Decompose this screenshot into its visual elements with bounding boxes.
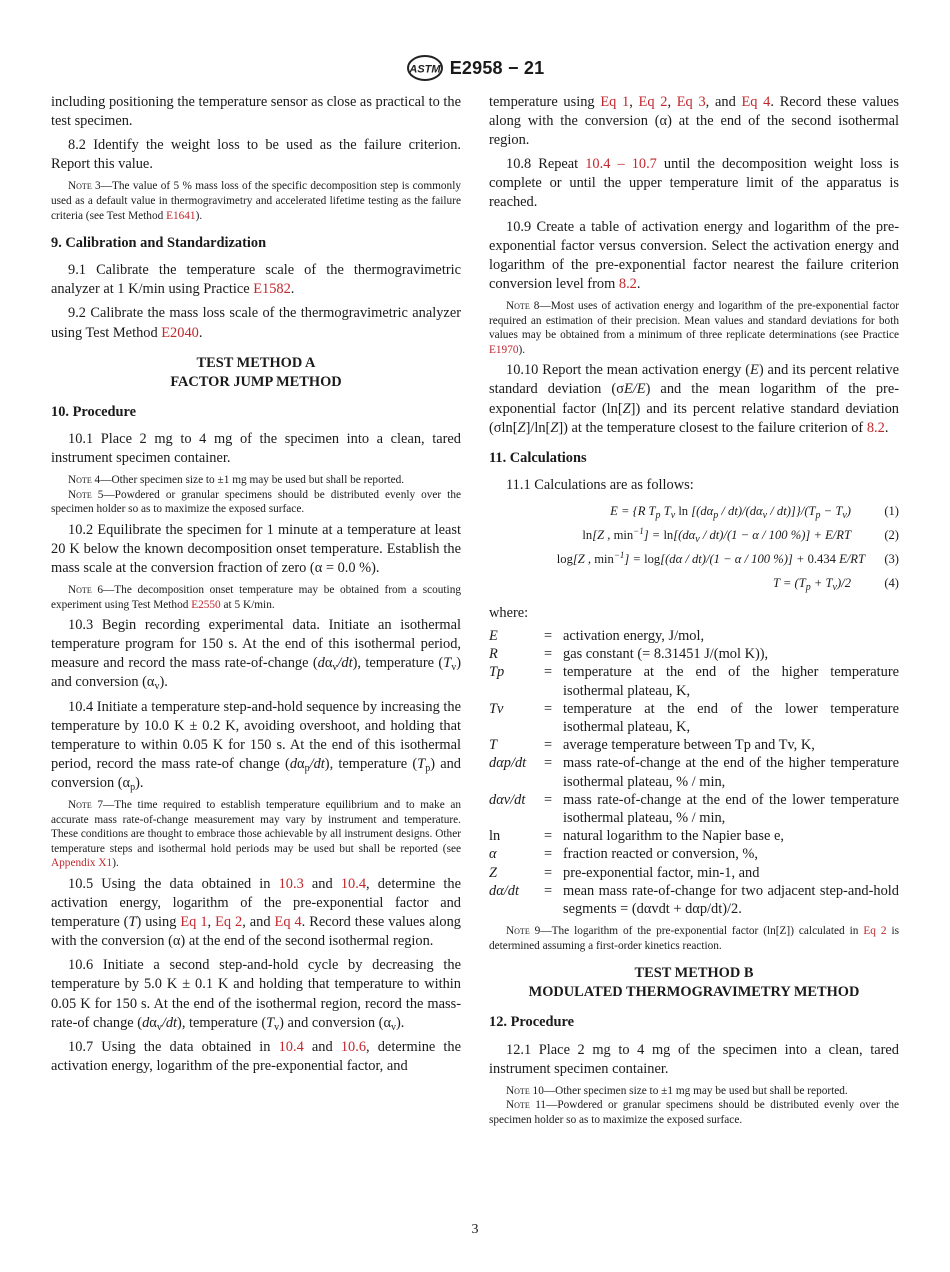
link-10-6[interactable]: 10.6 xyxy=(340,1038,367,1055)
paragraph-continuation-right: temperature using Eq 1, Eq 2, Eq 3, and Eq 4. Record these values along with the conversion (α) at the end of the second isothermal region. xyxy=(489,94,900,149)
paragraph-10-1: 10.1 Place 2 mg to 4 mg of the specimen into a clean, tared instrument specimen container. xyxy=(51,430,461,466)
test-method-b-heading: TEST METHOD B MODULATED THERMOGRAVIMETRY METHOD xyxy=(528,965,860,1001)
link-eq-1[interactable]: Eq 1 xyxy=(180,914,208,931)
note-7: Note 7—The time required to establish temperature equilibrium and to make an accurate mass rate-of-change measurement may vary by instrument and temperature. These conditions are thought to embrace those achievable by all instrument designs. Other temperature steps and isothermal hold periods may be used but shall be reported (see Appendix X1). xyxy=(51,799,461,870)
header-brand xyxy=(406,54,545,82)
paragraph-10-7: 10.7 Using the data obtained in 10.4 and 10.6, determine the activation energy, logarithm of the pre-exponential factor, and xyxy=(51,1038,461,1074)
link-eq-2[interactable]: Eq 2 xyxy=(215,914,243,931)
definition-row: T = average temperature between Tp and Tv, K, xyxy=(489,737,815,754)
link-e1970[interactable]: E1970 xyxy=(489,343,519,356)
equation-2: ln[Z , $\min^{-1}] = \ln[(d\alpha_v / dt)/(1 - \alpha / 100$ %)] + E/RT (2) xyxy=(582,526,899,546)
link-10-4[interactable]: 10.4 xyxy=(340,875,367,892)
paragraph-10-10: 10.10 Report the mean activation energy (E) and its percent relative standard deviation (σE/E) and the mean logarithm of the pre-exponential factor (ln[Z]) and its percent relative standard deviation (σln[Z]/ln[Z]) at the temperature closest to the failure criterion of 8.2. xyxy=(489,362,900,436)
link-8-2[interactable]: 8.2 xyxy=(866,419,885,436)
note-9: Note 9—The logarithm of the pre-exponential factor (ln[Z]) calculated in Eq 2 is determined assuming a first-order kinetics reaction. xyxy=(489,925,900,952)
paragraph-10-5: 10.5 Using the data obtained in 10.3 and 10.4, determine the activation energy, logarithm of the pre-exponential factor and temperature (T) using Eq 1, Eq 2, and Eq 4. Record these values along with the conversion (α) at the end of the second isothermal region. xyxy=(51,875,461,950)
link-10-3[interactable]: 10.3 xyxy=(278,875,304,892)
definition-row: Tv = temperature at the end of the lower temperature isothermal plateau, K, xyxy=(489,700,899,735)
note-6: Note 6—The decomposition onset temperature may be obtained from a scouting experiment using Test Method E2550 at 5 K/min. xyxy=(51,583,461,611)
where-label: where: xyxy=(489,604,529,621)
section-10-heading: 10. Procedure xyxy=(51,403,136,420)
definition-row: Tp = temperature at the end of the higher temperature isothermal plateau, K, xyxy=(489,664,899,699)
paragraph-10-4: 10.4 Initiate a temperature step-and-hold sequence by increasing the temperature by 10.0 K ± 0.2 K, avoiding overshoot, and holding that temperature to within 0.05 K for 150 s. At the end of this isothermal period, record the mass rate-of change $(d\alpha_p/dt)$, temperature $(T_p)$ and conversion $(\alpha_p)$. xyxy=(51,698,462,793)
paragraph-10-2: 10.2 Equilibrate the specimen for 1 minute at a temperature at least 20 K below the known decomposition onset temperature. Establish the mass scale at the conversion fraction of zero (α = 0.0 %). xyxy=(51,521,461,576)
section-12-heading: 12. Procedure xyxy=(489,1014,574,1031)
link-e2040[interactable]: E2040 xyxy=(161,324,199,341)
test-method-a-heading: TEST METHOD A FACTOR JUMP METHOD xyxy=(170,354,342,390)
paragraph-11-1: 11.1 Calculations are as follows: xyxy=(506,476,694,493)
definition-row: dαp/dt = mass rate-of-change at the end of the higher temperature isothermal plateau, % / min, xyxy=(489,755,899,790)
definition-row: dα/dt = mean mass rate-of-change for two adjacent step-and-hold segments = (dαvdt + dαp/dt)/2. xyxy=(489,882,899,918)
definition-row: E = activation energy, J/mol, xyxy=(489,627,705,644)
paragraph-12-1: 12.1 Place 2 mg to 4 mg of the specimen into a clean, tared instrument specimen container. xyxy=(489,1041,899,1077)
link-10-4-10-7[interactable]: 10.4 – 10.7 xyxy=(585,156,657,173)
link-eq-1[interactable]: Eq 1 xyxy=(600,94,630,110)
link-e2550[interactable]: E2550 xyxy=(191,598,221,611)
link-10-4[interactable]: 10.4 xyxy=(278,1038,304,1055)
astm-logo-icon xyxy=(406,54,444,82)
svg-text:ASTM: ASTM xyxy=(409,63,441,76)
page-number: 3 xyxy=(471,1222,479,1237)
page-header xyxy=(0,54,950,87)
section-11-heading: 11. Calculations xyxy=(489,449,587,466)
paragraph-8-2: 8.2 Identify the weight loss to be used as the failure criterion. Report this value. xyxy=(51,137,461,173)
equation-1: E = {R $T_p$ $T_v$ $\ln [(d\alpha_p / dt)/(d\alpha_v / dt)]\}/(T_p - T_v)$ (1) xyxy=(610,504,899,522)
paragraph-10-3: 10.3 Begin recording experimental data. Initiate an isothermal temperature program for 150 s. At the end of this isothermal period, measure and record the mass rate-of-change $(d\alpha_v/dt)$, temperature $(T_v)$ and conversion $(\alpha_v)$. xyxy=(51,617,461,693)
paragraph-9-1: 9.1 Calibrate the temperature scale of the thermogravimetric analyzer at 1 K/min using Practice E1582. xyxy=(51,262,461,298)
link-eq-4[interactable]: Eq 4 xyxy=(274,914,302,931)
section-9-heading: 9. Calibration and Standardization xyxy=(51,235,267,252)
link-eq-4[interactable]: Eq 4 xyxy=(741,94,771,110)
definition-row: R = gas constant (= 8.31451 J/(mol K)), xyxy=(489,646,769,663)
document-id: E2958 − 21 xyxy=(449,57,545,78)
equation-3: log[Z , $\min^{-1}] = \log[(d\alpha / dt)/(1 - \alpha / 100$ %)] + 0.434 E/RT (3) xyxy=(556,550,899,567)
left-column xyxy=(51,93,461,1081)
link-eq-3[interactable]: Eq 3 xyxy=(676,94,706,110)
note-4: Note 4—Other specimen size to ±1 mg may be used but shall be reported. xyxy=(68,473,405,486)
definition-row: ln = natural logarithm to the Napier base e, xyxy=(489,828,784,845)
note-10: Note 10—Other specimen size to ±1 mg may be used but shall be reported. xyxy=(506,1084,848,1097)
link-e1641[interactable]: E1641 xyxy=(166,209,196,222)
link-appendix-x1[interactable]: Appendix X1 xyxy=(51,857,113,870)
paragraph-10-6: 10.6 Initiate a second step-and-hold cycle by decreasing the temperature by 5.0 K ± 0.1 K and holding that temperature to within 0.05 K for 150 s. At the end of the isothermal region, record the mass-rate-of change $(d\alpha_v/dt)$, temperature $(T_v)$ and conversion $(\alpha_v)$. xyxy=(51,957,461,1033)
equations-block xyxy=(489,500,899,596)
right-column xyxy=(489,93,899,1131)
link-eq-2[interactable]: Eq 2 xyxy=(863,925,887,938)
link-8-2[interactable]: 8.2 xyxy=(618,275,637,292)
definition-row: α = fraction reacted or conversion, %, xyxy=(489,846,758,863)
note-5: Note 5—Powdered or granular specimens should be distributed evenly over the specimen holder so as to maximize the exposed surface. xyxy=(51,488,461,516)
definition-row: dαv/dt = mass rate-of-change at the end of the lower temperature isothermal plateau, % / min, xyxy=(489,791,899,826)
link-e1582[interactable]: E1582 xyxy=(253,281,291,298)
paragraph-continuation: including positioning the temperature sensor as close as practical to the test specimen. xyxy=(51,94,462,130)
paragraph-9-2: 9.2 Calibrate the mass loss scale of the thermogravimetric analyzer using Test Method E2040. xyxy=(51,305,461,341)
equation-4: $T = (T_p + T_v)/2$ (4) xyxy=(772,576,899,594)
note-8: Note 8—Most uses of activation energy and logarithm of the pre-exponential factor required an estimation of their precision. Mean values and standard deviations for both values may be obtained from a minimum of three replicate determinations (see Practice E1970). xyxy=(489,299,899,356)
note-3: Note 3—The value of 5 % mass loss of the specific decomposition step is commonly used as a default value in thermogravimetry and accelerated lifetime testing as the failure criteria (see Test Method E1641). xyxy=(51,180,461,222)
definitions-table xyxy=(489,627,899,918)
paragraph-10-9: 10.9 Create a table of activation energy and logarithm of the pre-exponential factor versus conversion. Select the activation energy and logarithm of the pre-exponential factor nearest the failure criterion conversion level from 8.2. xyxy=(489,218,899,292)
paragraph-10-8: 10.8 Repeat 10.4 – 10.7 until the decomposition weight loss is complete or until the upper temperature limit of the apparatus is reached. xyxy=(489,156,899,211)
definition-row: Z = pre-exponential factor, min-1, and xyxy=(489,864,760,881)
link-eq-2[interactable]: Eq 2 xyxy=(638,94,668,110)
note-11: Note 11—Powdered or granular specimens should be distributed evenly over the specimen holder so as to maximize the exposed surface. xyxy=(489,1099,899,1126)
